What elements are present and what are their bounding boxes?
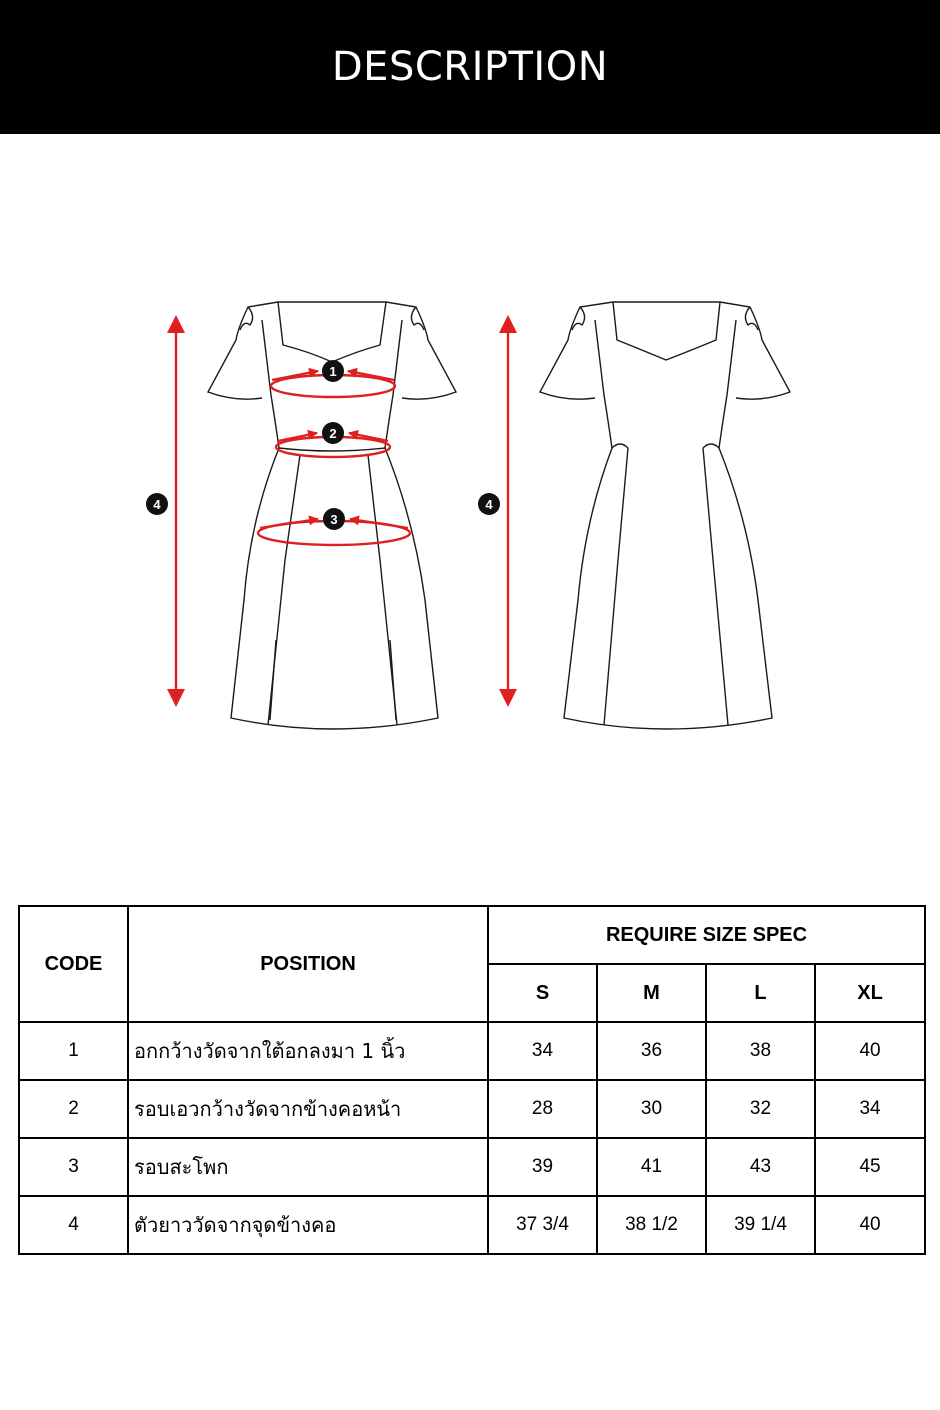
size-header-xl: XL	[815, 964, 925, 1022]
marker-label: 4	[485, 497, 493, 512]
page-title: DESCRIPTION	[331, 44, 609, 90]
marker-label: 1	[329, 364, 337, 379]
value-m: 30	[597, 1080, 706, 1138]
marker-label: 2	[329, 426, 337, 441]
row-code: 3	[19, 1138, 128, 1196]
code-header: CODE	[19, 906, 128, 1022]
header-bar	[0, 0, 940, 134]
value-m: 38 1/2	[597, 1196, 706, 1254]
value-xl: 34	[815, 1080, 925, 1138]
row-code: 1	[19, 1022, 128, 1080]
row-position: อกกว้างวัดจากใต้อกลงมา 1 นิ้ว	[128, 1022, 488, 1080]
row-code: 4	[19, 1196, 128, 1254]
size-header-s: S	[488, 964, 597, 1022]
value-xl: 45	[815, 1138, 925, 1196]
marker-label: 4	[153, 497, 161, 512]
value-xl: 40	[815, 1022, 925, 1080]
table-row	[19, 1196, 925, 1254]
value-s: 34	[488, 1022, 597, 1080]
value-l: 32	[706, 1080, 815, 1138]
value-s: 37 3/4	[488, 1196, 597, 1254]
dress-illustration	[0, 290, 940, 740]
value-l: 39 1/4	[706, 1196, 815, 1254]
row-position: รอบสะโพก	[128, 1138, 488, 1196]
row-position: ตัวยาววัดจากจุดข้างคอ	[128, 1196, 488, 1254]
back-length-arrow	[499, 315, 517, 707]
front-marker-2	[322, 422, 344, 444]
value-s: 39	[488, 1138, 597, 1196]
front-marker-1	[322, 360, 344, 382]
front-marker-4	[146, 493, 168, 515]
row-position: รอบเอวกว้างวัดจากข้างคอหน้า	[128, 1080, 488, 1138]
table-row	[19, 1080, 925, 1138]
size-header-l: L	[706, 964, 815, 1022]
marker-label: 3	[330, 512, 338, 527]
value-m: 36	[597, 1022, 706, 1080]
value-l: 38	[706, 1022, 815, 1080]
size-spec-table	[18, 905, 926, 1255]
value-m: 41	[597, 1138, 706, 1196]
row-code: 2	[19, 1080, 128, 1138]
front-length-arrow	[167, 315, 185, 707]
value-s: 28	[488, 1080, 597, 1138]
back-marker-4	[478, 493, 500, 515]
table-row	[19, 1138, 925, 1196]
front-marker-3	[323, 508, 345, 530]
value-l: 43	[706, 1138, 815, 1196]
position-header: POSITION	[128, 906, 488, 1022]
spec-header: REQUIRE SIZE SPEC	[488, 906, 925, 964]
back-dress-outline	[540, 302, 790, 729]
size-header-m: M	[597, 964, 706, 1022]
table-row	[19, 1022, 925, 1080]
value-xl: 40	[815, 1196, 925, 1254]
